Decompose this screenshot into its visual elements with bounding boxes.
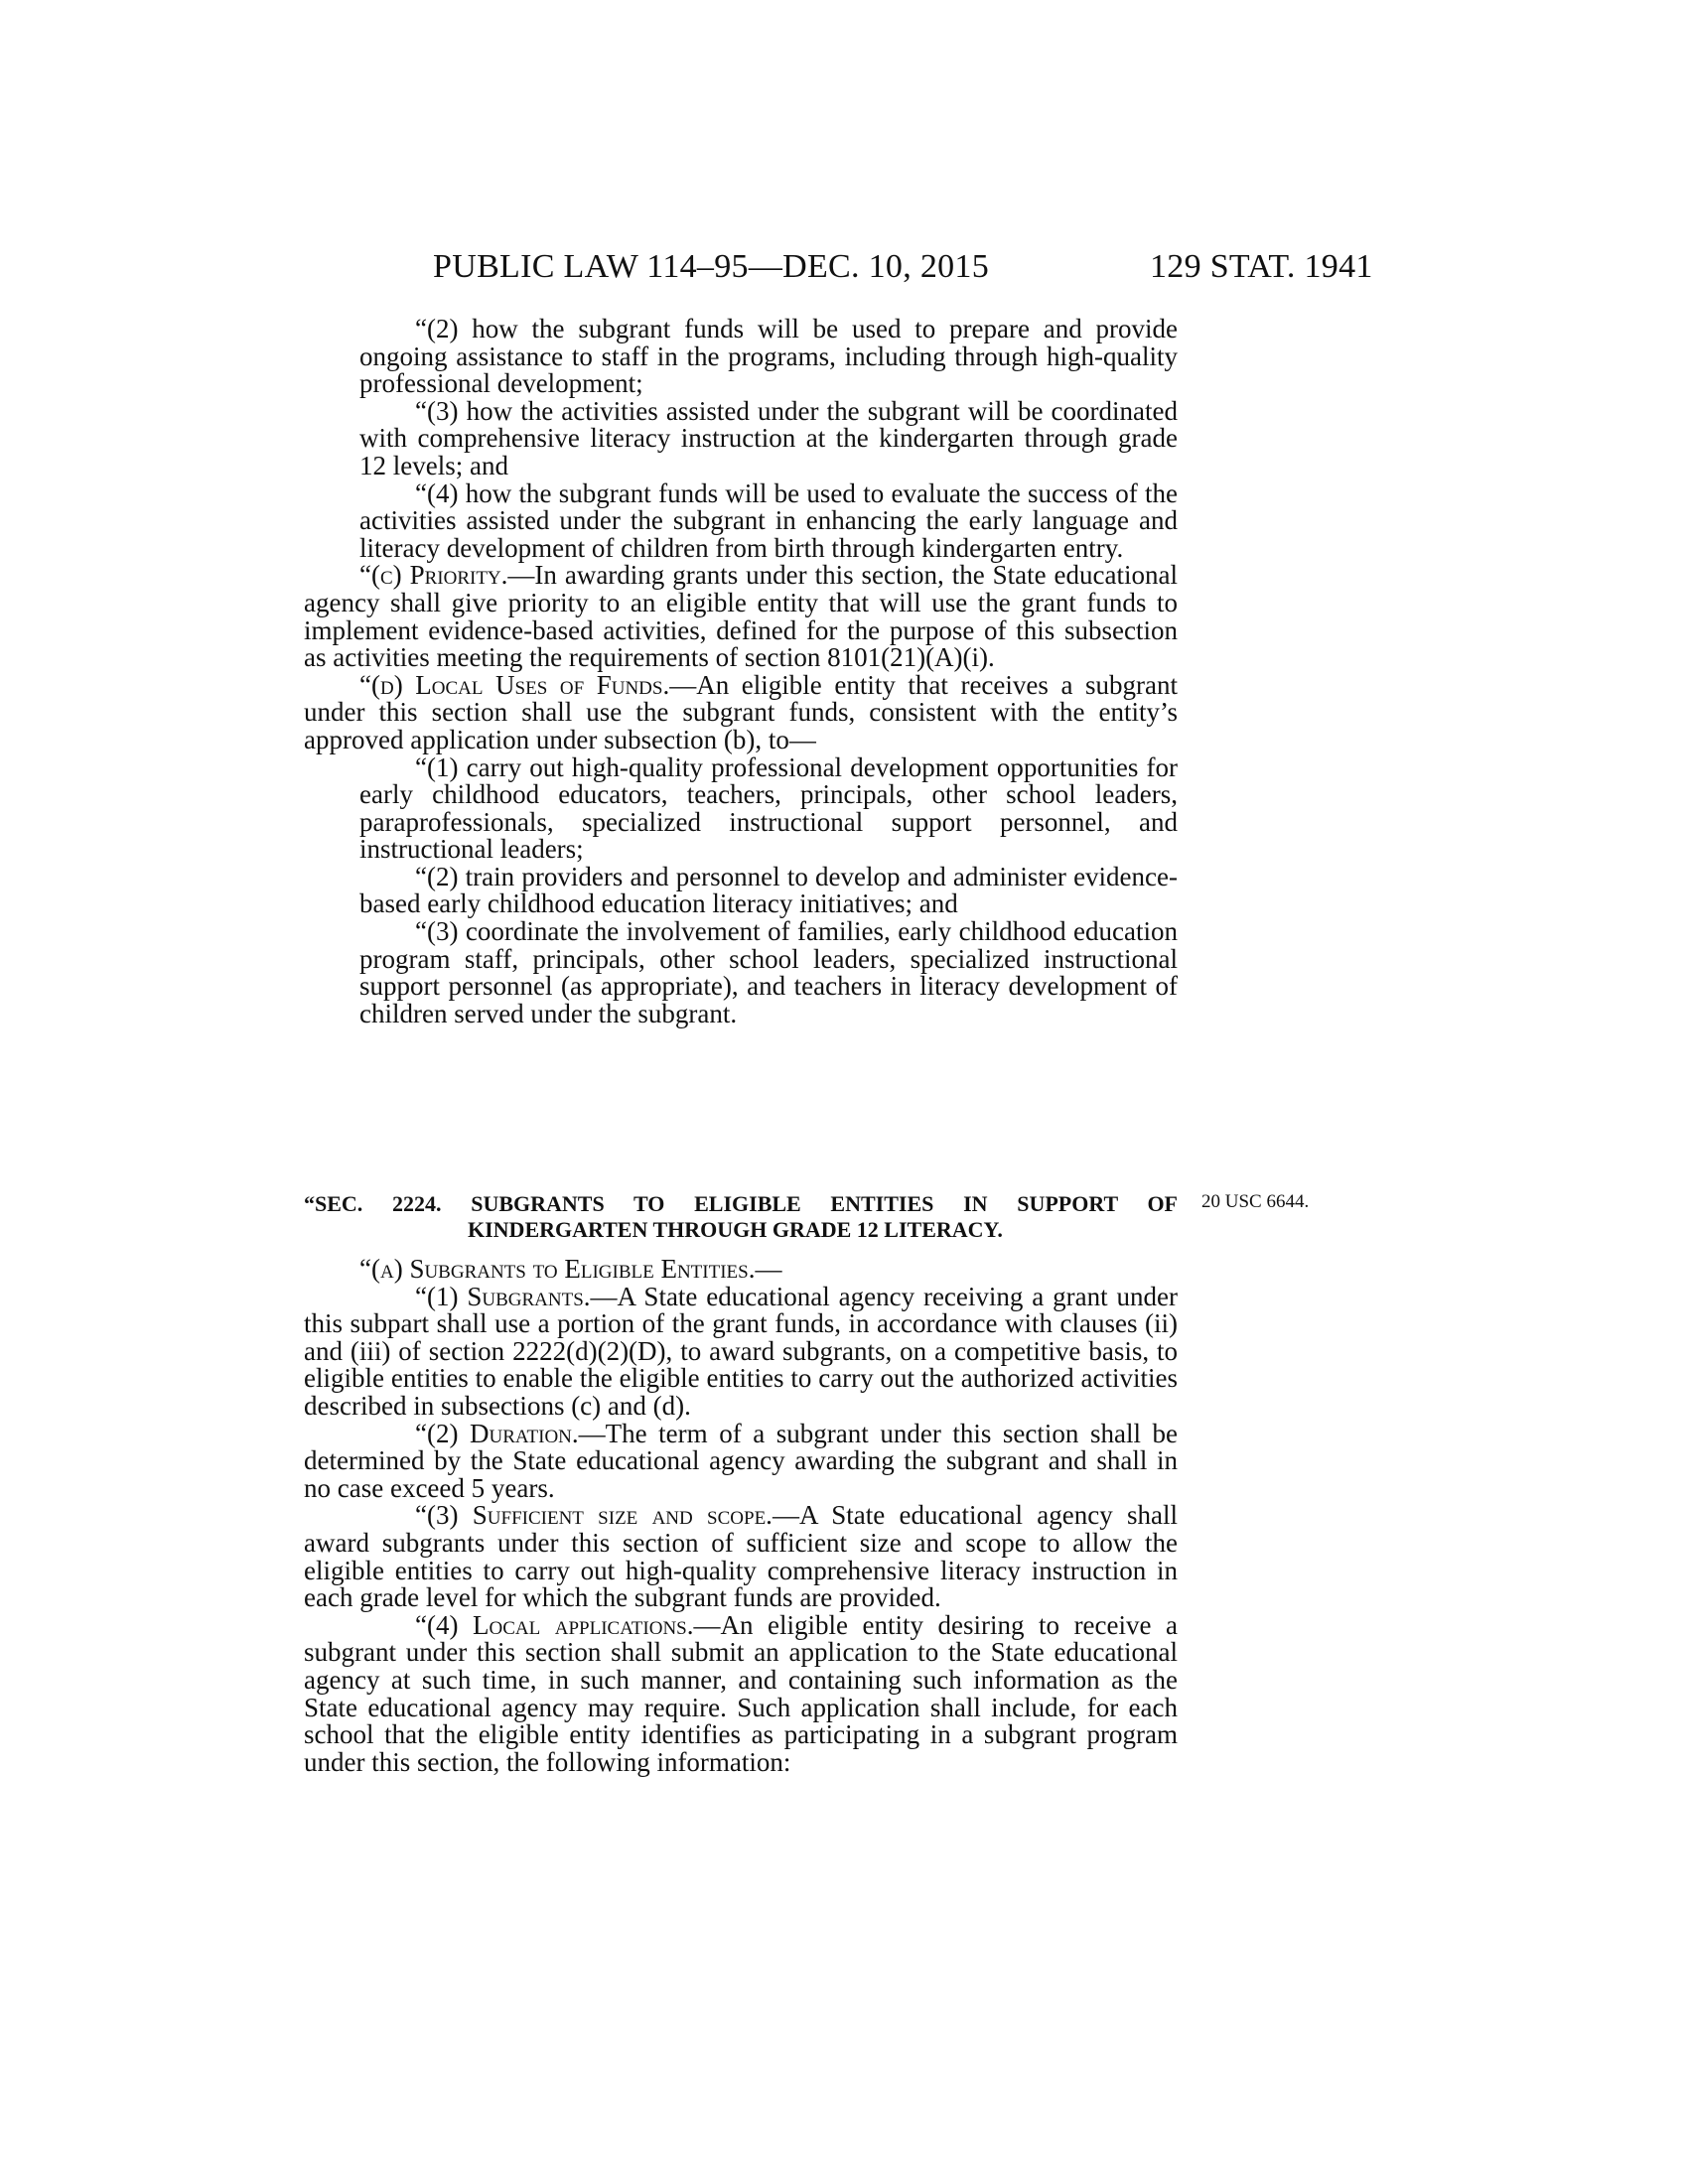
paragraph-a4: [304, 1609, 1178, 1777]
a3-heading: “(3) Sufficient size and scope.: [415, 1500, 773, 1531]
a1-text: —A State educational agency receiving a grant under this subpart shall use a portion of the grant funds, in accordance with clauses (ii) and (iii) of section 2222(d)(2)(D), to award subgrants, on a competitive basis, to eligible entities to enable the eligible entities to carry out the authorized activities described in subsections (c) and (d).: [304, 1281, 1178, 1421]
usc-margin-note: 20 USC 6644.: [1201, 1191, 1310, 1212]
running-header-title: PUBLIC LAW 114–95—DEC. 10, 2015: [433, 248, 990, 285]
body-block-2: [304, 1256, 1178, 1776]
priority-text: —In awarding grants under this section, the State educational agency shall give priority to an eligible entity that will use the grant funds to implement evidence-based activities, defined for the purpose of this subsection as activities meeting the requirements of section 8101(21)(A)(i).: [304, 560, 1178, 673]
a4-heading: “(4) Local applications.: [415, 1609, 694, 1640]
a3-text: —A State educational agency shall award subgrants under this section of sufficient size and scope to allow the eligible entities to carry out high-quality comprehensive literacy instruction in each grade level for which the subgrant funds are provided.: [304, 1500, 1178, 1613]
paragraph-d1: “(1) carry out high-quality professional development opportunities for early childhood educators, teachers, principals, other school leaders, paraprofessionals, specialized instructional support personnel, and instructional leaders;: [359, 751, 1178, 865]
paragraph-a2: [304, 1418, 1178, 1503]
a4-text: —An eligible entity desiring to receive a subgrant under this section shall submit an application to the State educational agency at such time, in such manner, and containing such information as the State educational agency may require. Such application shall include, for each school that the eligible entity identifies as participating in a subgrant program under this section, the following information:: [304, 1609, 1178, 1777]
page-number: 129 STAT. 1941: [1150, 248, 1373, 285]
a1-heading: “(1) Subgrants.: [415, 1281, 591, 1311]
section-heading: [304, 1191, 1178, 1243]
subgrants-heading: “(a) Subgrants to Eligible Entities.—: [359, 1254, 782, 1284]
paragraph-a1: [304, 1281, 1178, 1421]
paragraph-b3: “(3) how the activities assisted under the subgrant will be coordinated with comprehensive literacy instruction at the kindergarten through grade 12 levels; and: [359, 395, 1178, 480]
section-heading-line-1: “SEC. 2224. SUBGRANTS TO ELIGIBLE ENTITIES IN SUPPORT OF: [304, 1191, 1178, 1216]
paragraph-priority: [304, 562, 1178, 671]
paragraph-b2: “(2) how the subgrant funds will be used to prepare and provide ongoing assistance to staff in the programs, including through high-quality professional development;: [359, 314, 1178, 399]
priority-heading: “(c) Priority.: [359, 560, 508, 591]
section-heading-line-2: KINDERGARTEN THROUGH GRADE 12 LITERACY.: [468, 1217, 1003, 1242]
paragraph-d3: “(3) coordinate the involvement of families, early childhood education program staff, principals, other school leaders, specialized instructional support personnel (as appropriate), and teachers in literacy development of children served under the subgrant.: [359, 916, 1178, 1028]
body-block-1: [304, 316, 1178, 1027]
a2-heading: “(2) Duration.: [415, 1418, 579, 1448]
a2-text: —The term of a subgrant under this section shall be determined by the State educational agency awarding the subgrant and shall in no case exceed 5 years.: [304, 1418, 1178, 1503]
local-uses-text: —An eligible entity that receives a subgrant under this section shall use the subgrant funds, consistent with the entity’s approved application under subsection (b), to—: [304, 669, 1178, 754]
paragraph-b4: “(4) how the subgrant funds will be used to evaluate the success of the activities assisted under the subgrant in enhancing the early language and literacy development of children from birth through kindergarten entry.: [359, 478, 1178, 563]
paragraph-d2: “(2) train providers and personnel to develop and administer evidence-based early childhood education literacy initiatives; and: [359, 861, 1178, 919]
paragraph-local-uses: [304, 669, 1178, 754]
local-uses-heading: “(d) Local Uses of Funds.: [359, 669, 670, 700]
paragraph-a3: [304, 1502, 1178, 1611]
